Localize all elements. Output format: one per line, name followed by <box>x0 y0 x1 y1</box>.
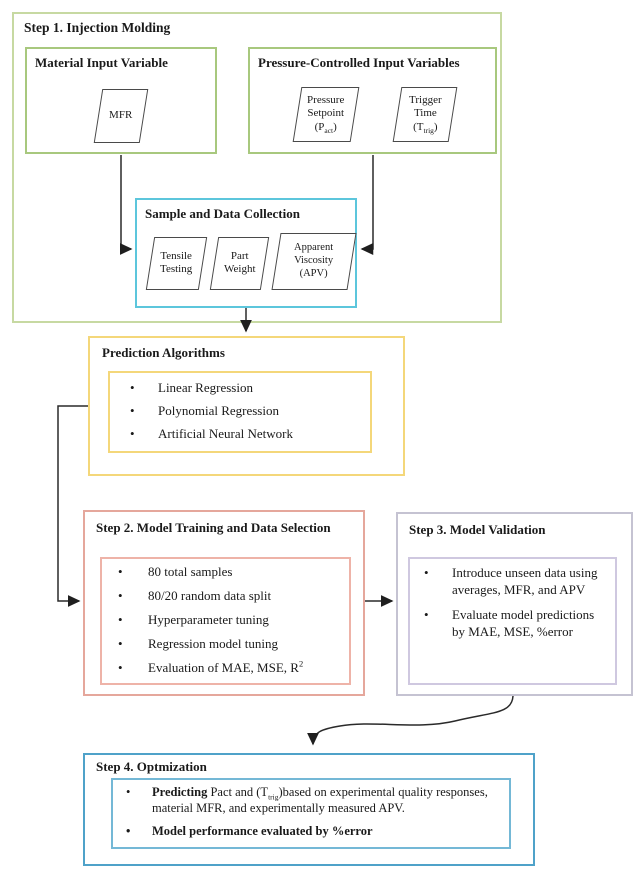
list-item: • 80 total samples <box>118 564 233 579</box>
arrow-step3-to-step4 <box>313 696 513 744</box>
pressure-input-box <box>248 47 497 154</box>
pressure-setpoint-label: Pressure Setpoint $(P_{act})$ <box>307 94 345 136</box>
step1-title: Step 1. Injection Molding <box>24 20 171 35</box>
bullet-icon: • <box>130 403 135 418</box>
prediction-algorithms-list <box>108 371 372 453</box>
list-item: • Regression model tuning <box>118 636 278 651</box>
part-weight-label: Part Weight <box>223 250 256 276</box>
tensile-testing-label: Tensile Testing <box>160 250 193 276</box>
pressure-setpoint-node <box>293 87 360 142</box>
list-item: • 80/20 random data split <box>118 588 272 603</box>
list-item: • Evaluate model predictions by MAE, MSE, %error <box>424 607 595 639</box>
bullet-icon: • <box>118 564 123 579</box>
pressure-input-title: Pressure-Controlled Input Variables <box>258 55 460 70</box>
step4-list <box>111 778 511 849</box>
trigger-time-label: Trigger Time $(T_{trig})$ <box>408 94 442 136</box>
bullet-icon: • <box>126 785 131 799</box>
tensile-testing-node <box>146 237 207 290</box>
list-item: • Model performance evaluated by %error <box>126 824 373 838</box>
bullet-icon: • <box>130 426 135 441</box>
bullet-icon: • <box>130 380 135 395</box>
step2-list <box>100 557 351 685</box>
list-item: • Predicting Pact and $(T_{trig})based$ on experimental quality responses, material MFR, and experimentally measured APV. <box>126 785 488 815</box>
step2-title: Step 2. Model Training and Data Selection <box>96 520 331 535</box>
list-item: • Evaluation of MAE, MSE, $R^2$ <box>118 658 304 675</box>
bullet-icon: • <box>424 565 429 580</box>
prediction-algorithms-title: Prediction Algorithms <box>102 345 225 360</box>
bullet-icon: • <box>118 636 123 651</box>
material-input-title: Material Input Variable <box>35 55 168 70</box>
step3-list <box>408 557 617 685</box>
bullet-icon: • <box>424 607 429 623</box>
bullet-icon: • <box>118 660 123 675</box>
bullet-icon: • <box>118 588 123 603</box>
step4-title: Step 4. Optmization <box>96 759 207 774</box>
bullet-icon: • <box>126 824 131 838</box>
apparent-viscosity-node <box>271 233 356 290</box>
mfr-node <box>94 89 149 143</box>
list-item: • Artificial Neural Network <box>130 426 294 441</box>
sample-collection-title: Sample and Data Collection <box>145 206 300 221</box>
trigger-time-node <box>393 87 458 142</box>
list-item: • Polynomial Regression <box>130 403 279 418</box>
step3-title: Step 3. Model Validation <box>409 522 546 537</box>
list-item: • Hyperparameter tuning <box>118 612 269 627</box>
part-weight-node <box>210 237 269 290</box>
list-item: • Linear Regression <box>130 380 253 395</box>
mfr-label: MFR <box>109 109 133 122</box>
bullet-icon: • <box>118 612 123 627</box>
apparent-viscosity-label: Apparent Viscosity (APV) <box>294 242 334 279</box>
list-item: • Introduce unseen data using averages, MFR, and APV <box>424 565 598 597</box>
